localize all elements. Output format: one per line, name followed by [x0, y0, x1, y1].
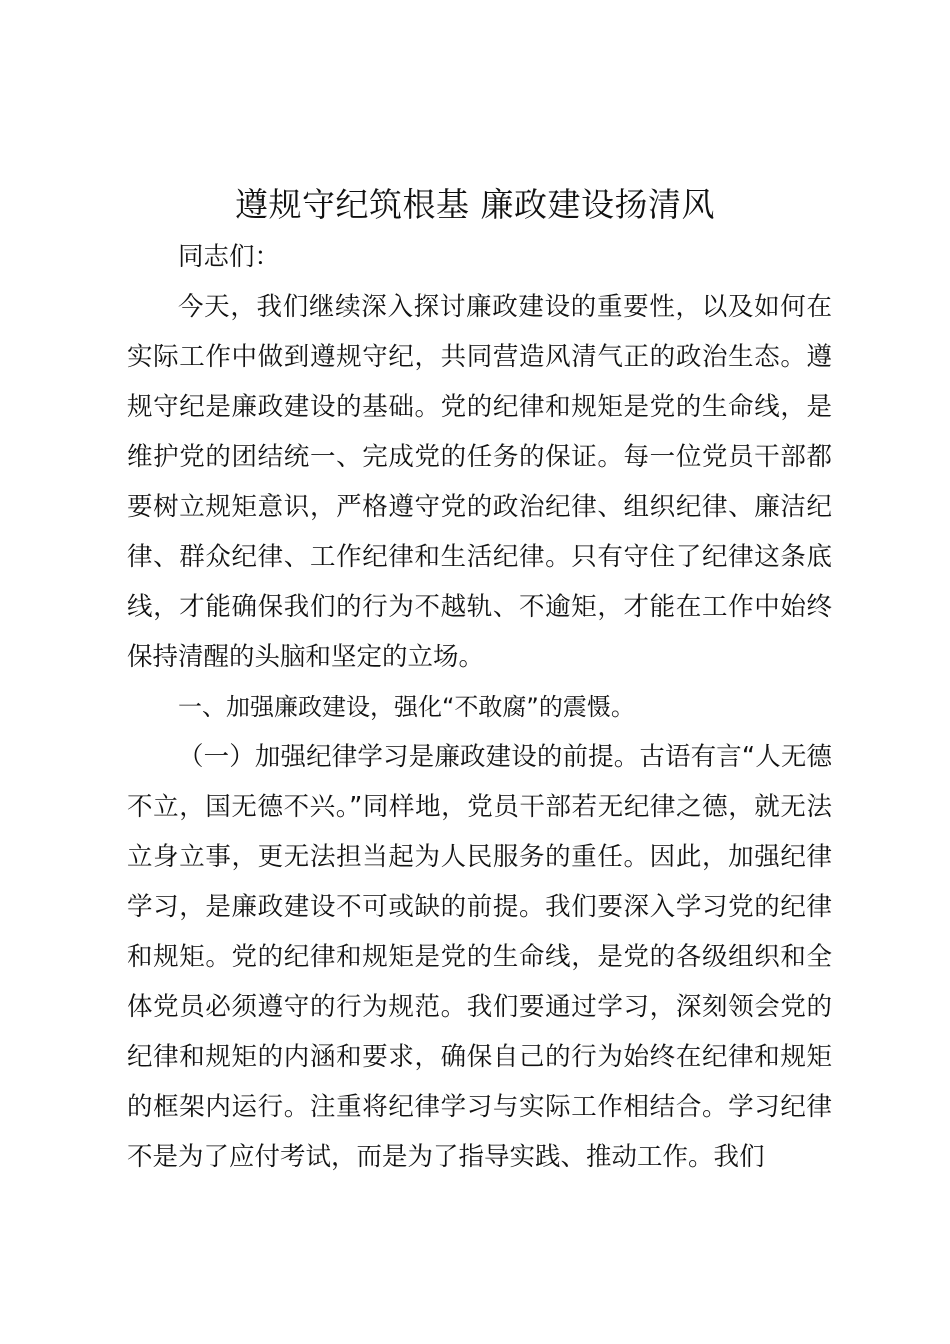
paragraph-subsection: （一）加强纪律学习是廉政建设的前提。古语有言“人无德不立，国无德不兴。”同样地，党员干部若无纪律之德，就无法立身立事，更无法担当起为人民服务的重任。因此，加强纪律学习，是廉政建设不可或缺的前提。我们要深入学习党的纪律和规矩。党的纪律和规矩是党的生命线，是党的各级组织和全体党员必须遵守的行为规范。我们要通过学习，深刻领会党的纪律和规矩的内涵和要求，确保自己的行为始终在纪律和规矩的框架内运行。注重将纪律学习与实际工作相结合。学习纪律不是为了应付考试，而是为了指导实践、推动工作。我们 — [127, 742, 832, 1172]
document-title: 遵规守纪筑根基 廉政建设扬清风 — [235, 185, 715, 224]
paragraph-intro: 今天，我们继续深入探讨廉政建设的重要性，以及如何在实际工作中做到遵规守纪，共同营造风清气正的政治生态。遵规守纪是廉政建设的基础。党的纪律和规矩是党的生命线，是维护党的团结统一、完成党的任务的保证。每一位党员干部都要树立规矩意识，严格遵守党的政治纪律、组织纪律、廉洁纪律、群众纪律、工作纪律和生活纪律。只有守住了纪律这条底线，才能确保我们的行为不越轨、不逾矩，才能在工作中始终保持清醒的头脑和坚定的立场。 — [127, 292, 832, 672]
salutation: 同志们： — [178, 242, 281, 272]
document-body — [127, 232, 832, 1182]
section-heading: 一、加强廉政建设，强化“不敢腐”的震慑。 — [178, 693, 635, 721]
